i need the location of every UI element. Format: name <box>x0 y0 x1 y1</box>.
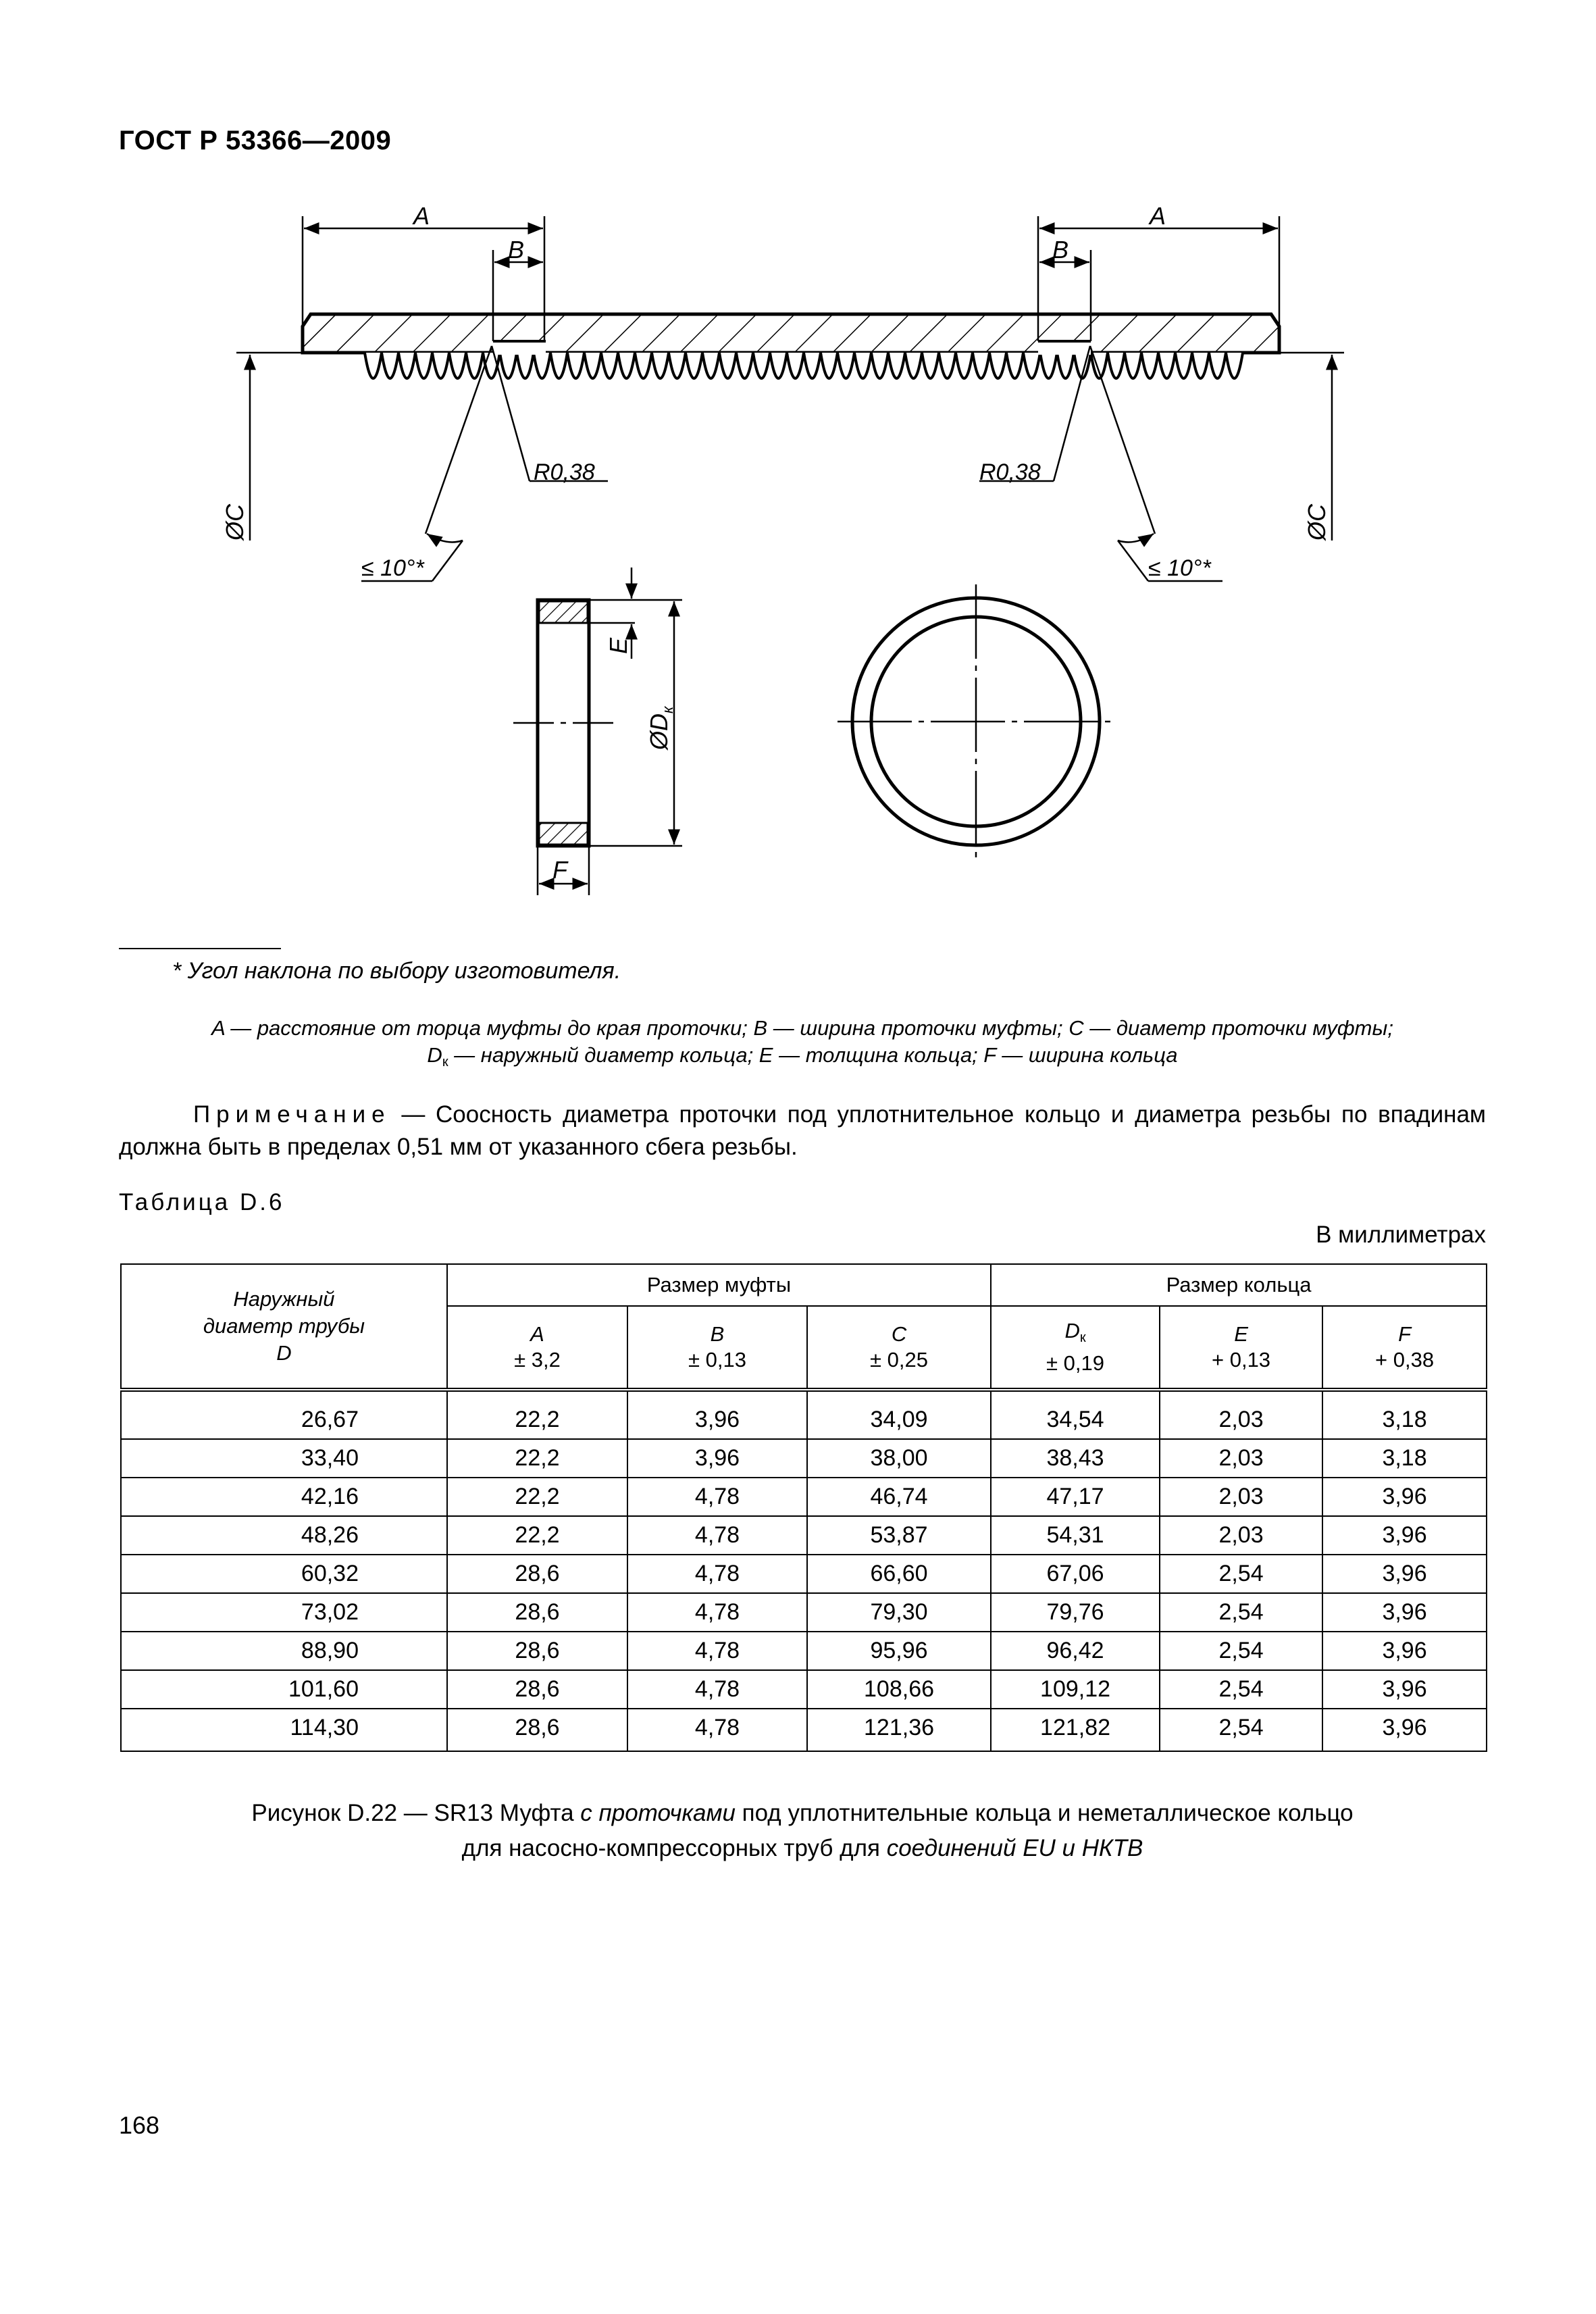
table-cell: 2,54 <box>1160 1670 1322 1709</box>
table-cell: 22,2 <box>447 1516 627 1555</box>
table-cell: 28,6 <box>447 1670 627 1709</box>
table-cell: 2,54 <box>1160 1709 1322 1751</box>
units-note: В миллиметрах <box>1316 1222 1486 1248</box>
table-cell: 28,6 <box>447 1709 627 1751</box>
table-cell: 53,87 <box>807 1516 991 1555</box>
label-e: E <box>604 637 632 654</box>
table-row <box>121 1516 1487 1555</box>
table-cell: 34,54 <box>991 1390 1160 1439</box>
table-cell: 67,06 <box>991 1555 1160 1593</box>
table-row <box>121 1593 1487 1632</box>
table-cell: 3,96 <box>1322 1555 1487 1593</box>
footnote-rule <box>119 948 281 949</box>
table-cell: 2,03 <box>1160 1516 1322 1555</box>
table-cell: 79,30 <box>807 1593 991 1632</box>
table-row <box>121 1390 1487 1439</box>
table-cell: 60,32 <box>121 1555 447 1593</box>
table-cell: 42,16 <box>121 1478 447 1516</box>
table-cell: 3,96 <box>1322 1632 1487 1670</box>
table-row <box>121 1670 1487 1709</box>
table-cell: 88,90 <box>121 1632 447 1670</box>
table-cell: 22,2 <box>447 1439 627 1478</box>
table-cell: 2,54 <box>1160 1593 1322 1632</box>
footnote: * Угол наклона по выбору изготовителя. <box>172 958 621 984</box>
table-cell: 121,36 <box>807 1709 991 1751</box>
table-cell: 2,54 <box>1160 1632 1322 1670</box>
dimension-lines-right <box>979 216 1344 581</box>
col-header-a: A ± 3,2 <box>447 1306 627 1390</box>
table-cell: 2,03 <box>1160 1439 1322 1478</box>
legend-line-2: $D_к$ — наружный диаметр кольца; E — толщина кольца; F — ширина кольца <box>427 1043 1178 1070</box>
table-row <box>121 1439 1487 1478</box>
label-radius-right: R0,38 <box>979 459 1041 485</box>
table-cell: 4,78 <box>627 1555 807 1593</box>
table-cell: 3,96 <box>627 1439 807 1478</box>
table-cell: 73,02 <box>121 1593 447 1632</box>
group-header-coupling: Размер муфты <box>447 1264 991 1306</box>
table-cell: 26,67 <box>121 1390 447 1439</box>
table-cell: 22,2 <box>447 1478 627 1516</box>
figure-caption: Рисунок D.22 — SR13 Муфта с проточками под уплотнительные кольца и неметаллическое кольцо для насосно-компрессорных труб для соединений EU и НКТВ <box>251 1800 1354 1861</box>
label-b-left: B <box>508 236 525 263</box>
table-cell: 54,31 <box>991 1516 1160 1555</box>
table-cell: 4,78 <box>627 1516 807 1555</box>
table-row <box>121 1478 1487 1516</box>
table-cell: 38,43 <box>991 1439 1160 1478</box>
label-a-right: A <box>1150 202 1166 230</box>
label-a-left: A <box>413 202 430 230</box>
table-cell: 121,82 <box>991 1709 1160 1751</box>
note-label: Примечание <box>193 1101 391 1128</box>
table-cell: 28,6 <box>447 1555 627 1593</box>
legend-line-1: A — расстояние от торца муфты до края проточки; B — ширина проточки муфты; C — диаметр проточки муфты; <box>211 1016 1393 1040</box>
table-cell: 3,96 <box>1322 1516 1487 1555</box>
col-header-outer-diameter: Наружный диаметр трубы D <box>121 1264 447 1390</box>
dimension-lines-left <box>236 216 608 581</box>
col-header-e: E + 0,13 <box>1160 1306 1322 1390</box>
group-header-ring: Размер кольца <box>991 1264 1487 1306</box>
table-cell: 3,96 <box>1322 1709 1487 1751</box>
table-cell: 3,18 <box>1322 1439 1487 1478</box>
label-c-right: ØC <box>1303 504 1331 540</box>
table-cell: 79,76 <box>991 1593 1160 1632</box>
table-cell: 48,26 <box>121 1516 447 1555</box>
table-cell: 46,74 <box>807 1478 991 1516</box>
table-row <box>121 1632 1487 1670</box>
technical-drawing <box>0 0 1596 932</box>
col-header-b: B ± 0,13 <box>627 1306 807 1390</box>
table-cell: 28,6 <box>447 1632 627 1670</box>
table-cell: 34,09 <box>807 1390 991 1439</box>
table-cell: 96,42 <box>991 1632 1160 1670</box>
table-cell: 2,03 <box>1160 1390 1322 1439</box>
table-cell: 114,30 <box>121 1709 447 1751</box>
table-cell: 3,96 <box>1322 1670 1487 1709</box>
label-radius-left: R0,38 <box>534 459 595 485</box>
drawing-legend <box>119 1015 1486 1076</box>
label-angle-left: ≤ 10°* <box>361 555 424 581</box>
table-cell: 109,12 <box>991 1670 1160 1709</box>
table-cell: 4,78 <box>627 1478 807 1516</box>
table-cell: 47,17 <box>991 1478 1160 1516</box>
data-table <box>120 1263 1487 1752</box>
table-cell: 3,96 <box>1322 1593 1487 1632</box>
table-cell: 3,18 <box>1322 1390 1487 1439</box>
table-cell: 2,03 <box>1160 1478 1322 1516</box>
table-row <box>121 1709 1487 1751</box>
document-id: ГОСТ Р 53366—2009 <box>119 126 392 155</box>
ring-front-view <box>838 584 1114 858</box>
page-number: 168 <box>119 2111 160 2139</box>
table-cell: 95,96 <box>807 1632 991 1670</box>
label-angle-right: ≤ 10°* <box>1148 555 1211 581</box>
table-cell: 22,2 <box>447 1390 627 1439</box>
table-cell: 3,96 <box>1322 1478 1487 1516</box>
col-header-c: C ± 0,25 <box>807 1306 991 1390</box>
coupling-section <box>303 314 1279 378</box>
table-cell: 4,78 <box>627 1632 807 1670</box>
table-cell: 4,78 <box>627 1670 807 1709</box>
table-cell: 3,96 <box>627 1390 807 1439</box>
note <box>119 1099 1486 1163</box>
table-cell: 101,60 <box>121 1670 447 1709</box>
col-header-dk: Dк ± 0,19 <box>991 1306 1160 1390</box>
label-b-right: B <box>1052 236 1069 263</box>
col-header-f: F + 0,38 <box>1322 1306 1487 1390</box>
label-dk: $ØD_к$ <box>645 706 676 750</box>
note-text: — Соосность диаметра проточки под уплотнительное кольцо и диаметра резьбы по впадинам должна быть в пределах 0,51 мм от указанного сбега резьбы. <box>119 1101 1486 1160</box>
table-cell: 33,40 <box>121 1439 447 1478</box>
table-row <box>121 1555 1487 1593</box>
table-cell: 108,66 <box>807 1670 991 1709</box>
table-cell: 2,54 <box>1160 1555 1322 1593</box>
table-cell: 38,00 <box>807 1439 991 1478</box>
label-c-left: ØC <box>221 504 249 540</box>
table-cell: 4,78 <box>627 1709 807 1751</box>
table-caption: Таблица D.6 <box>119 1189 285 1215</box>
label-f: F <box>552 856 567 884</box>
table-cell: 4,78 <box>627 1593 807 1632</box>
table-cell: 28,6 <box>447 1593 627 1632</box>
table-cell: 66,60 <box>807 1555 991 1593</box>
